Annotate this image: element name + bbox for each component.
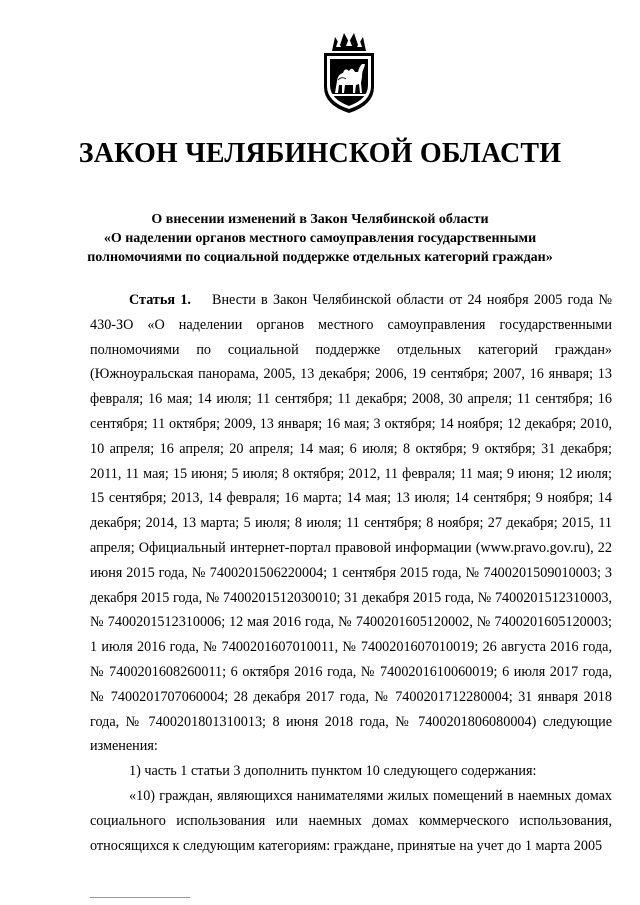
law-subtitle xyxy=(60,210,580,267)
page-divider xyxy=(90,897,190,898)
law-title: ЗАКОН ЧЕЛЯБИНСКОЙ ОБЛАСТИ xyxy=(78,138,562,169)
document-body xyxy=(90,288,612,858)
amendment-item: 1) часть 1 статьи 3 дополнить пунктом 10 следующего содержания: xyxy=(129,763,537,780)
amendment-quote: «10) граждан, являющихся нанимателями жилых помещений в наемных домах социального использования или наемных домах коммерческого использования, относящихся к следующим категориям: граждане, принятые на учет до 1 марта 2005 xyxy=(90,787,612,854)
article-1-paragraph xyxy=(90,288,612,759)
article-label: Статья 1. xyxy=(129,292,191,308)
coat-of-arms-icon xyxy=(318,27,380,115)
subtitle-line: полномочиями по социальной поддержке отдельных категорий граждан» xyxy=(87,250,553,265)
article-text: Внести в Закон Челябинской области от 24 ноября 2005 года № 430-ЗО «О наделении органов местного самоуправления государственными полномочиями по социальной поддержке отдельных категорий граждан» (Южноуральская панорама, 2005, 13 декабря; 2006, 19 сентября; 2007, 16 января; 13 февраля; 16 мая; 14 июля; 11 сентября; 11 декабря; 2008, 30 апреля; 11 сентября; 16 сентября; 11 октября; 2009, 13 января; 16 мая; 3 октября; 14 ноября; 12 декабря; 2010, 10 апреля; 16 апреля; 20 апреля; 14 мая; 6 июля; 8 октября; 9 октября; 31 декабря; 2011, 11 мая; 15 июня; 5 июля; 8 октября; 2012, 11 февраля; 11 мая; 9 июня; 12 июля; 15 сентября; 2013, 14 февраля; 16 марта; 14 мая; 13 июля; 14 сентября; 9 ноября; 14 декабря; 2014, 13 марта; 5 июля; 8 июля; 11 сентября; 8 ноября; 27 декабря; 2015, 11 апреля; Официальный интернет-портал правовой информации (www.pravo.gov.ru), 22 июня 2015 года, № 7400201506220004; 1 сентября 2015 года, № 7400201509010003; 3 декабря 2015 года, № 7400201512030010; 31 декабря 2015 года, № 7400201512310003, № 7400201512310006; 12 мая 2016 года, № 7400201605120002, № 7400201605120003; 1 июля 2016 года, № 7400201607010011, № 7400201607010019; 26 августа 2016 года, № 7400201608260011; 6 октября 2016 года, № 7400201610060019; 6 июля 2017 года, № 7400201707060004; 28 декабря 2017 года, № 7400201712280004; 31 января 2018 года, № 7400201801310013; 8 июня 2018 года, № 7400201806080004) следующие изменения: xyxy=(90,292,613,755)
subtitle-line: «О наделении органов местного самоуправления государственными xyxy=(103,231,537,246)
subtitle-line: О внесении изменений в Закон Челябинской области xyxy=(151,212,489,227)
